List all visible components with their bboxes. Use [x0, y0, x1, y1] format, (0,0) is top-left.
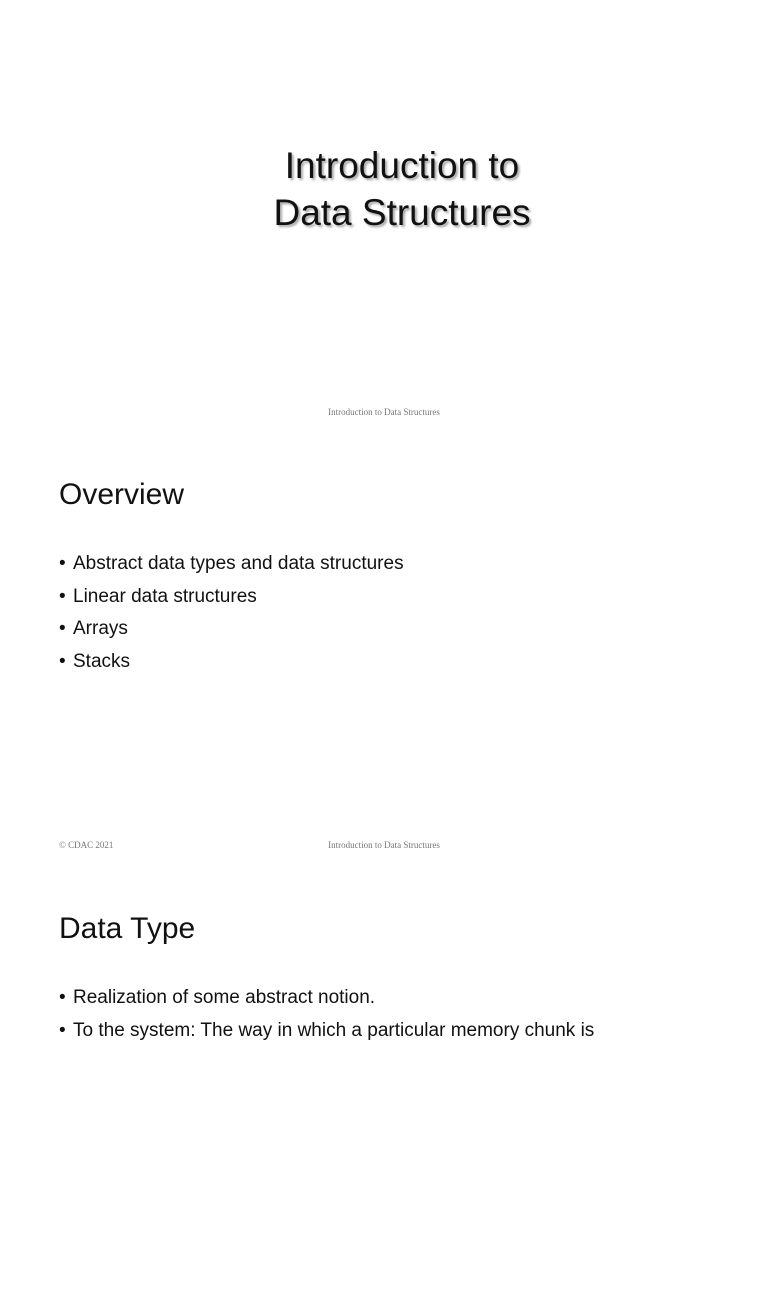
slide-heading: Overview — [59, 478, 185, 511]
copyright-footer: © CDAC 2021 — [59, 840, 114, 850]
bullet-icon: • — [59, 553, 66, 574]
bullet-list — [59, 982, 594, 1047]
bullet-text: Arrays — [73, 618, 128, 639]
bullet-text: Abstract data types and data structures — [73, 553, 404, 574]
overview-slide — [0, 434, 768, 868]
bullet-item — [59, 646, 404, 679]
bullet-icon: • — [59, 650, 66, 672]
bullet-icon: • — [59, 1019, 66, 1041]
slide-title-line-2: Data Structures — [273, 192, 531, 233]
bullet-icon: • — [59, 585, 66, 607]
bullet-item — [59, 982, 594, 1015]
bullet-item — [59, 581, 404, 614]
bullet-text: To the system: The way in which a particular memory chunk is — [73, 1019, 595, 1041]
data-type-slide — [0, 868, 768, 1302]
bullet-icon: • — [59, 618, 66, 639]
bullet-item — [59, 548, 404, 581]
slide-title — [0, 142, 768, 236]
bullet-text: Stacks — [73, 650, 131, 672]
title-slide — [0, 0, 768, 434]
bullet-list — [59, 548, 404, 678]
bullet-icon: • — [59, 987, 66, 1008]
bullet-item — [59, 613, 404, 646]
bullet-text: Realization of some abstract notion. — [73, 987, 376, 1008]
bullet-item — [59, 1015, 594, 1048]
slide-footer: Introduction to Data Structures — [328, 407, 440, 417]
slide-title-line-1: Introduction to — [284, 145, 520, 186]
slide-heading: Data Type — [59, 912, 196, 945]
slide-footer: Introduction to Data Structures — [328, 840, 440, 850]
bullet-text: Linear data structures — [73, 585, 257, 607]
